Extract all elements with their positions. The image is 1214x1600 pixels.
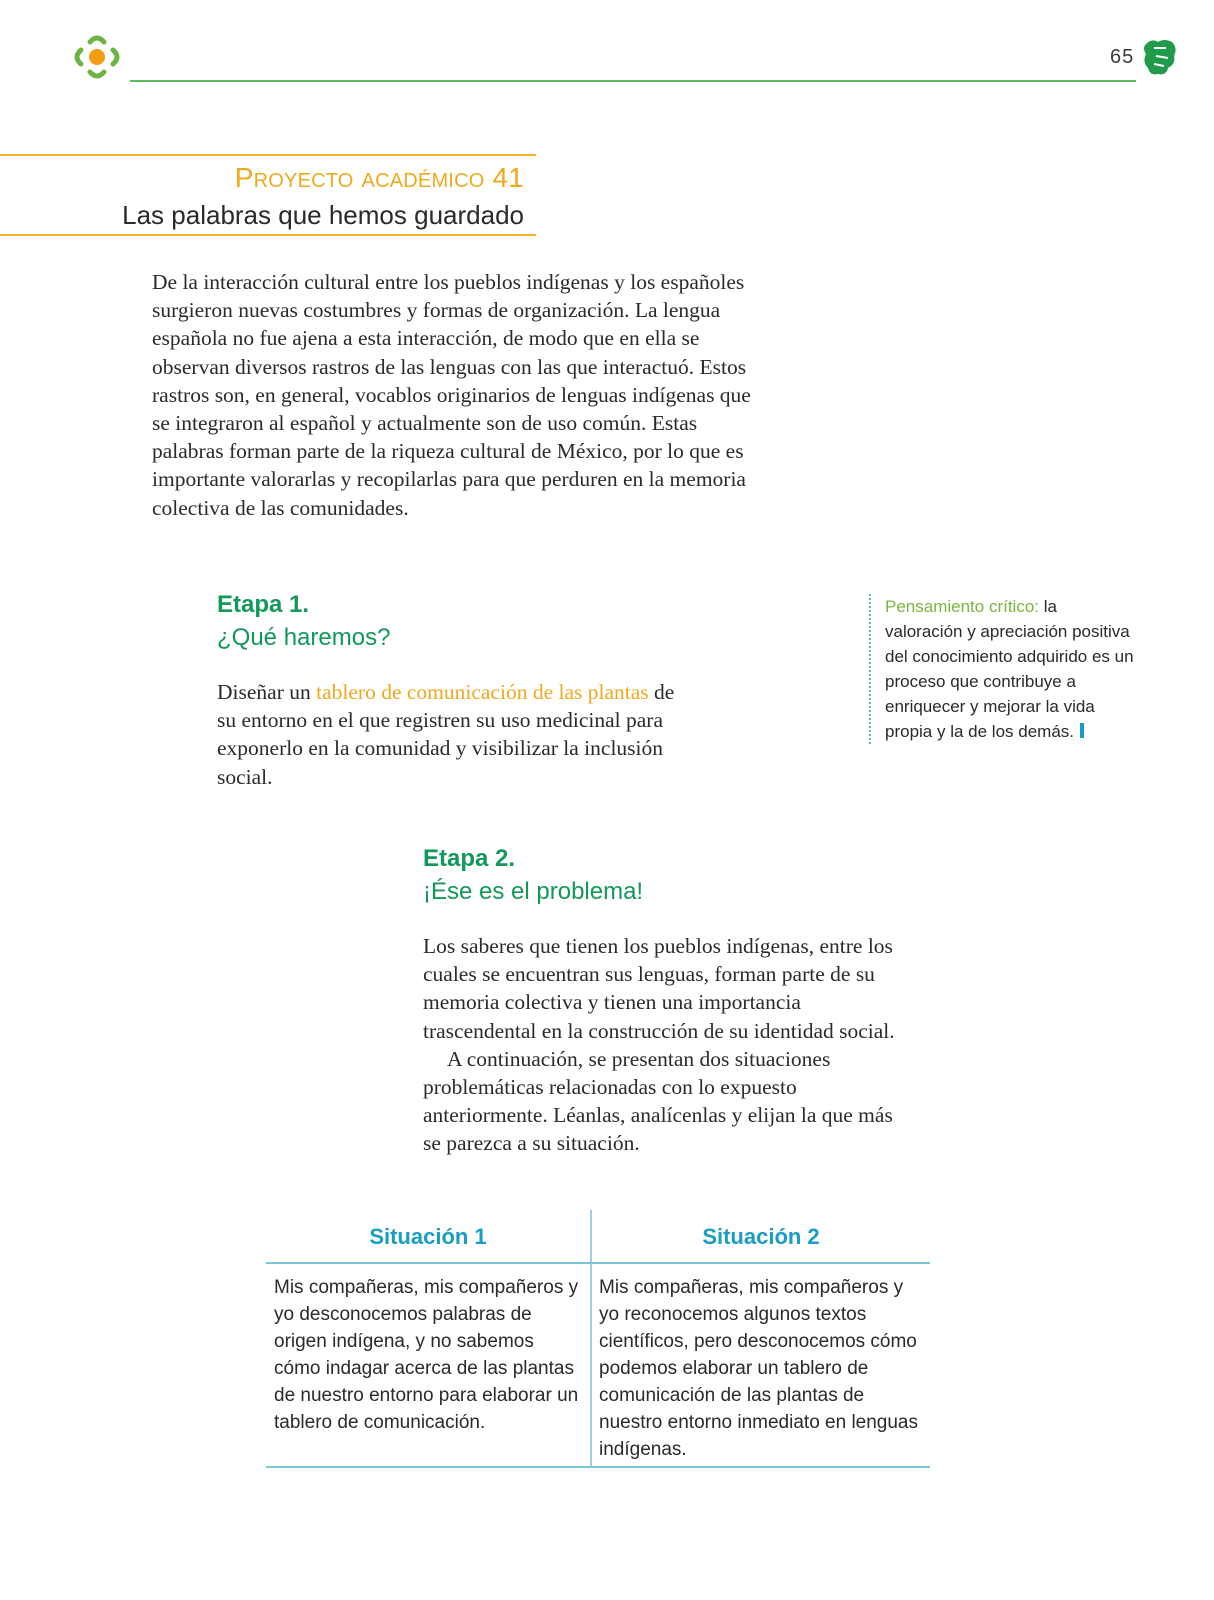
intro-paragraph: De la interacción cultural entre los pueblos indígenas y los españoles surgieron nuevas costumbres y formas de organización. La lengua española no fue ajena a esta interacción, de modo que en ella se observan diversos rastros de las lenguas con las que interactuó. Estos rastros son, en general, vocablos originarios de lenguas indígenas que se integraron al español y actualmente son de uso común. Estas palabras forman parte de la riqueza cultural de México, por lo que es importante valorarlas y recopilarlas para que perduren en la memoria colectiva de las comunidades. bbox=[152, 270, 751, 520]
header-rule bbox=[130, 80, 1136, 82]
stage-2-heading bbox=[423, 842, 903, 908]
stage-2-number: Etapa 2. bbox=[423, 845, 516, 872]
stage-1-highlight-term: tablero de comunicación de las plantas bbox=[316, 680, 649, 704]
situation-2-title: Situación 2 bbox=[702, 1224, 820, 1249]
project-title: Las palabras que hemos guardado bbox=[122, 200, 524, 230]
critical-thinking-note bbox=[869, 594, 1135, 744]
note-definition: la valoración y apreciación positiva del conocimiento adquirido es un proceso que contribuye a enriquecer y mejorar la vida propia y la de los demás. bbox=[885, 597, 1134, 741]
stage-1-heading bbox=[217, 588, 677, 654]
title-bottom-rule bbox=[0, 234, 536, 236]
stage-1-text-end: de su entorno en el que registren su uso medicinal para exponerlo en la comunidad y visibilizar la inclusión social. bbox=[217, 680, 675, 789]
note-end-marker bbox=[1080, 723, 1084, 738]
stage-1-text-start: Diseñar un bbox=[217, 680, 317, 704]
page-number: 65 bbox=[1110, 46, 1135, 68]
stage-1-text bbox=[217, 678, 677, 791]
stage-2 bbox=[423, 842, 903, 1158]
title-top-rule bbox=[0, 154, 536, 156]
situation-2-text: Mis compañeras, mis compañeros y yo reconocemos algunos textos científicos, pero desconocemos cómo podemos elaborar un tablero de comunicación de las plantas de nuestro entorno inmediato en lenguas indígenas. bbox=[599, 1277, 919, 1460]
seed-flower-icon bbox=[72, 32, 128, 84]
leaf-glyph-icon bbox=[1142, 38, 1178, 78]
stage-1-number: Etapa 1. bbox=[217, 591, 310, 618]
table-bottom-rule bbox=[266, 1466, 930, 1468]
header-divider bbox=[266, 1262, 930, 1264]
stage-2-paragraph-2: A continuación, se presentan dos situaciones problemáticas relacionadas con lo expuesto anteriormente. Léanlas, analícenlas y elijan la que más se parezca a su situación. bbox=[423, 1046, 893, 1156]
stage-2-paragraph-1: Los saberes que tienen los pueblos indígenas, entre los cuales se encuentran sus lenguas, forman parte de su memoria colectiva y tienen una importancia trascendental en la construcción de su identidad social. bbox=[423, 934, 895, 1043]
situation-1-text: Mis compañeras, mis compañeros y yo desconocemos palabras de origen indígena, y no sabemos cómo indagar acerca de las plantas de nuestro entorno para elaborar un tablero de comunicación. bbox=[274, 1277, 579, 1433]
stage-1-question: ¿Qué haremos? bbox=[217, 624, 391, 651]
situations-table bbox=[266, 1210, 930, 1468]
project-label: Proyecto académico 41 bbox=[234, 162, 524, 193]
situation-1-title: Situación 1 bbox=[369, 1224, 487, 1249]
project-title-block bbox=[0, 154, 536, 238]
stage-2-question: ¡Ése es el problema! bbox=[423, 878, 644, 905]
stage-1 bbox=[217, 588, 677, 791]
note-term: Pensamiento crítico: bbox=[885, 597, 1040, 616]
